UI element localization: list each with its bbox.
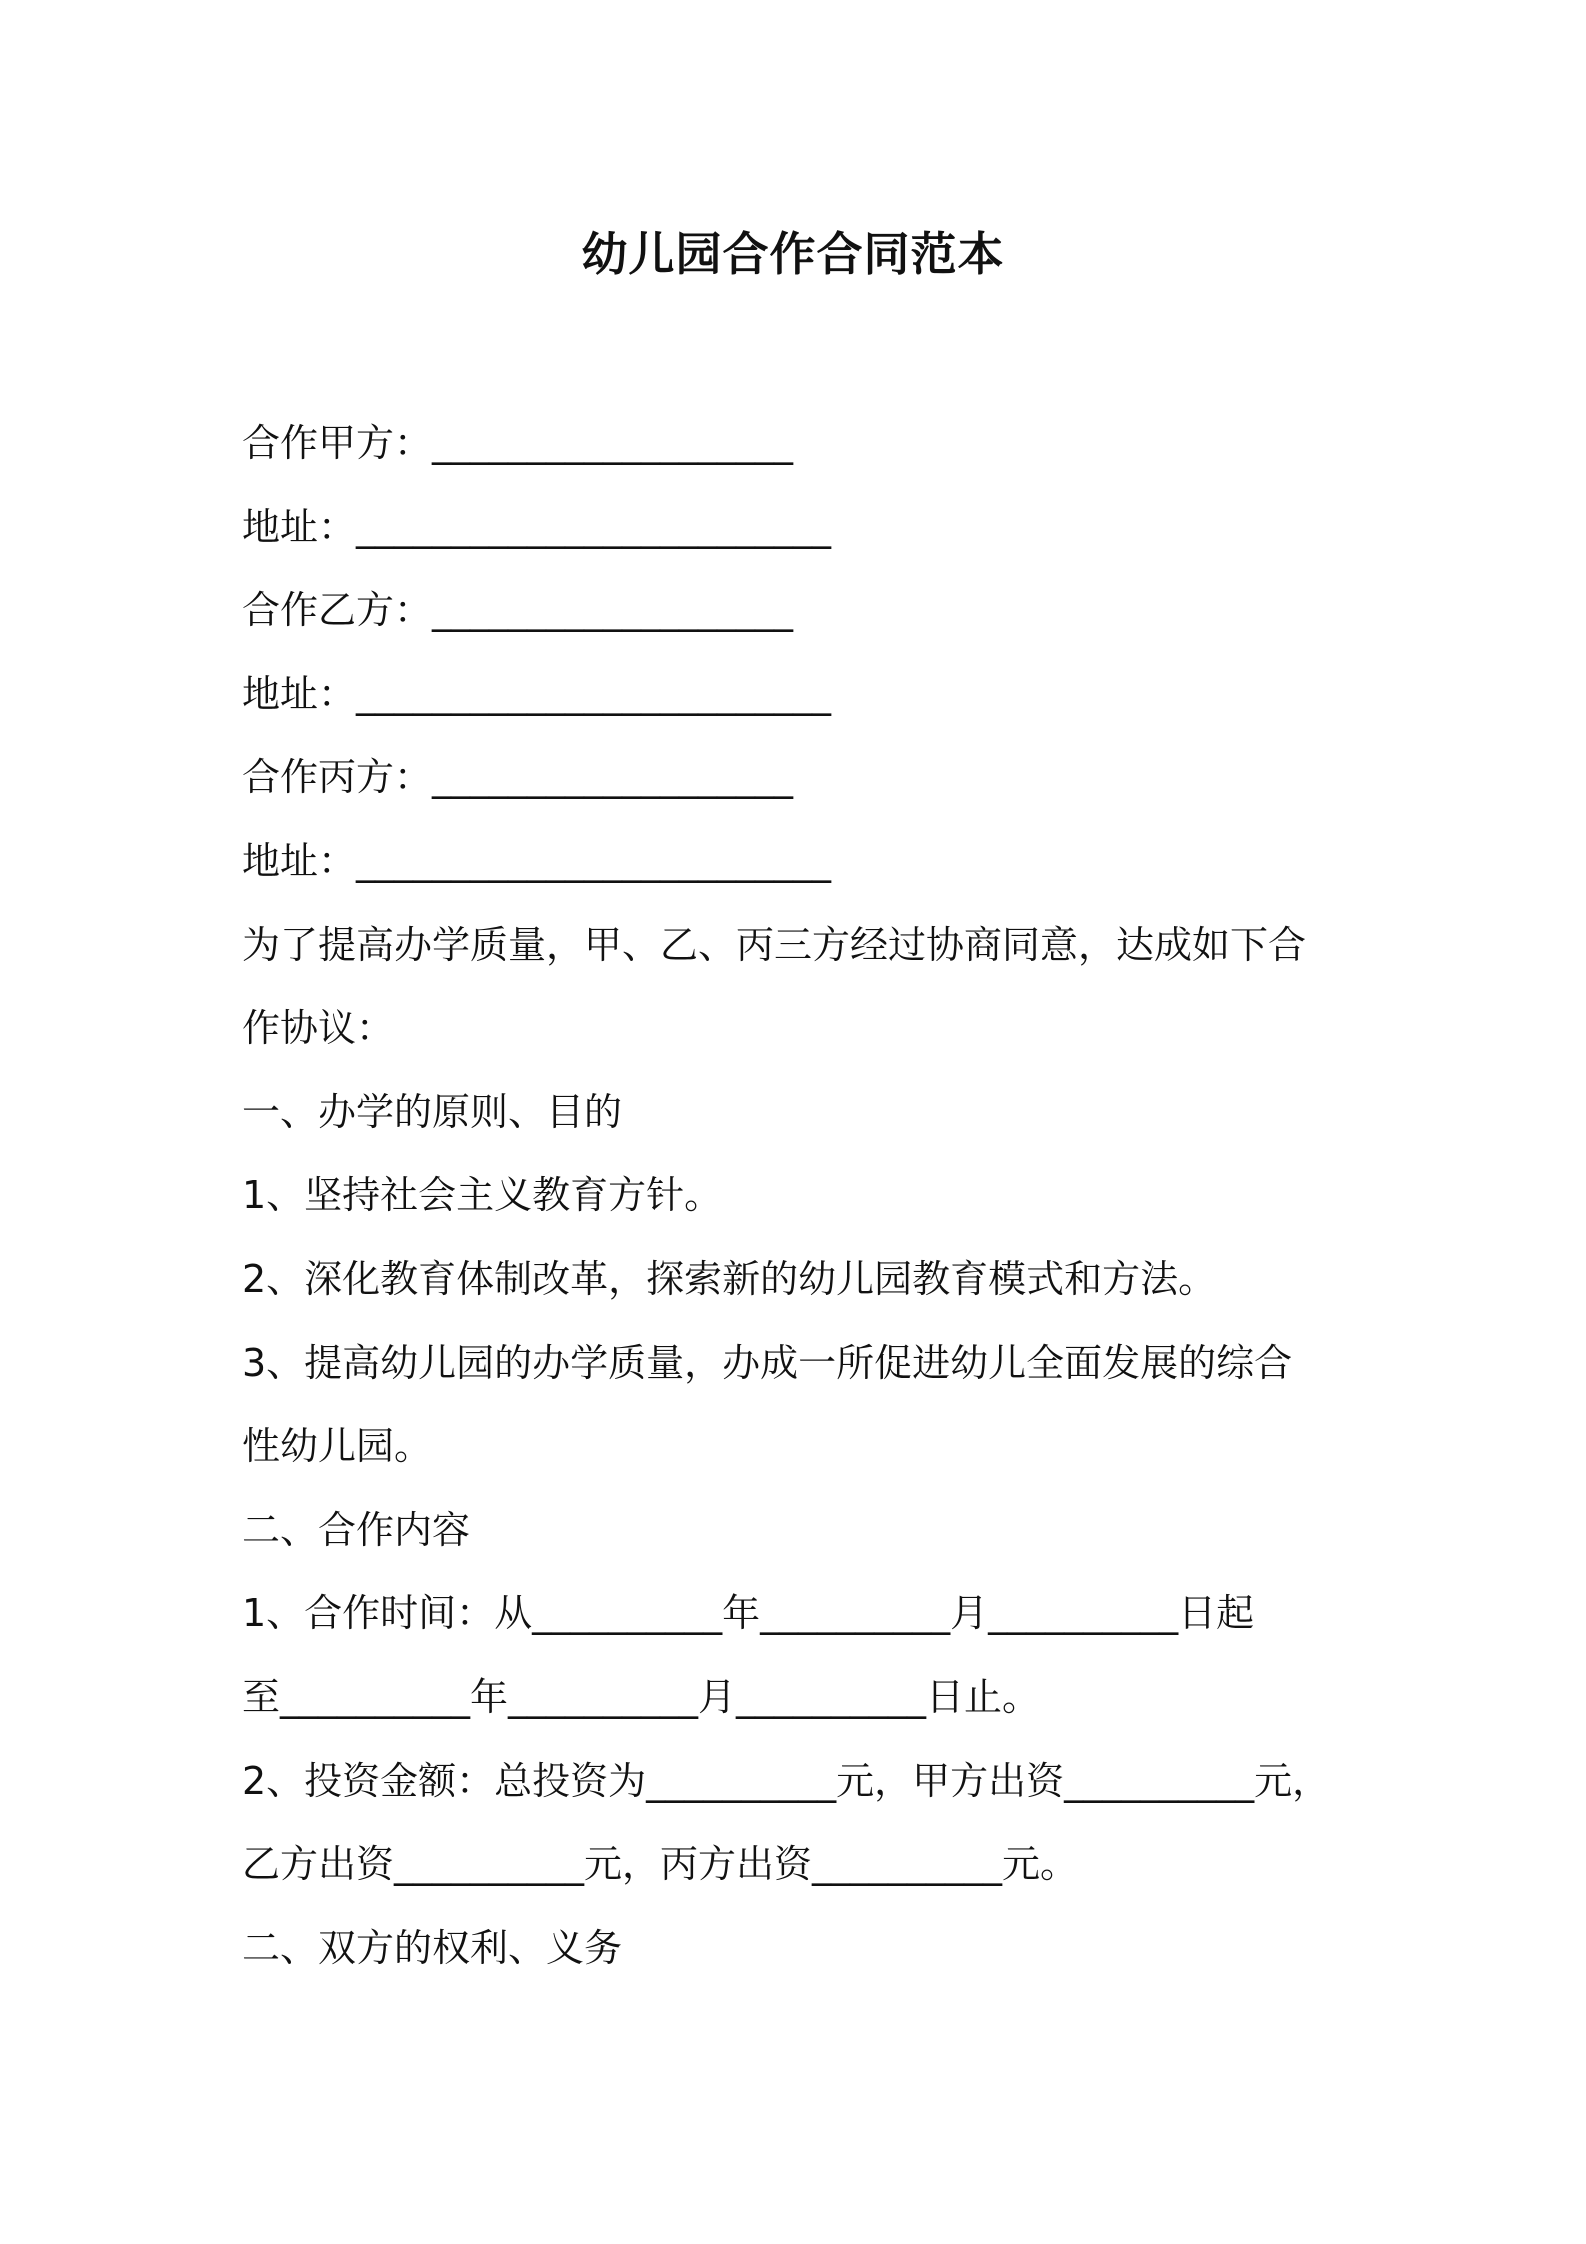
cooperation-period-line-2: 至__________年__________月__________日止。 [242, 1674, 1041, 1719]
section-heading-principles: 一、办学的原则、目的 [242, 1089, 623, 1134]
investment-line-2: 乙方出资__________元，丙方出资__________元。 [242, 1842, 1079, 1887]
preamble-line-1: 为了提高办学质量，甲、乙、丙三方经过协商同意，达成如下合 [242, 922, 1307, 967]
principle-item-3: 3、提高幼儿园的办学质量，办成一所促进幼儿全面发展的综合 [242, 1340, 1293, 1385]
party-c-address-field: 地址：_________________________ [242, 838, 832, 883]
party-a-address-field: 地址：_________________________ [242, 504, 832, 549]
party-b-address-field: 地址：_________________________ [242, 671, 832, 716]
party-b-field: 合作乙方：___________________ [242, 588, 794, 633]
document-body [242, 402, 1352, 1990]
cooperation-period-line-1: 1、合作时间：从__________年__________月__________日起 [242, 1591, 1255, 1636]
principle-item-1: 1、坚持社会主义教育方针。 [242, 1173, 723, 1218]
party-c-field: 合作丙方：___________________ [242, 755, 794, 800]
document-title: 幼儿园合作合同范本 [581, 227, 1005, 281]
preamble-line-2: 作协议： [242, 1006, 395, 1051]
section-heading-content: 二、合作内容 [242, 1507, 471, 1552]
principle-item-3-continued: 性幼儿园。 [242, 1424, 433, 1469]
section-heading-rights: 二、双方的权利、义务 [242, 1925, 623, 1970]
investment-line-1: 2、投资金额：总投资为__________元，甲方出资__________元， [242, 1758, 1331, 1803]
principle-item-2: 2、深化教育体制改革，探索新的幼儿园教育模式和方法。 [242, 1256, 1217, 1301]
party-a-field: 合作甲方：___________________ [242, 421, 794, 465]
